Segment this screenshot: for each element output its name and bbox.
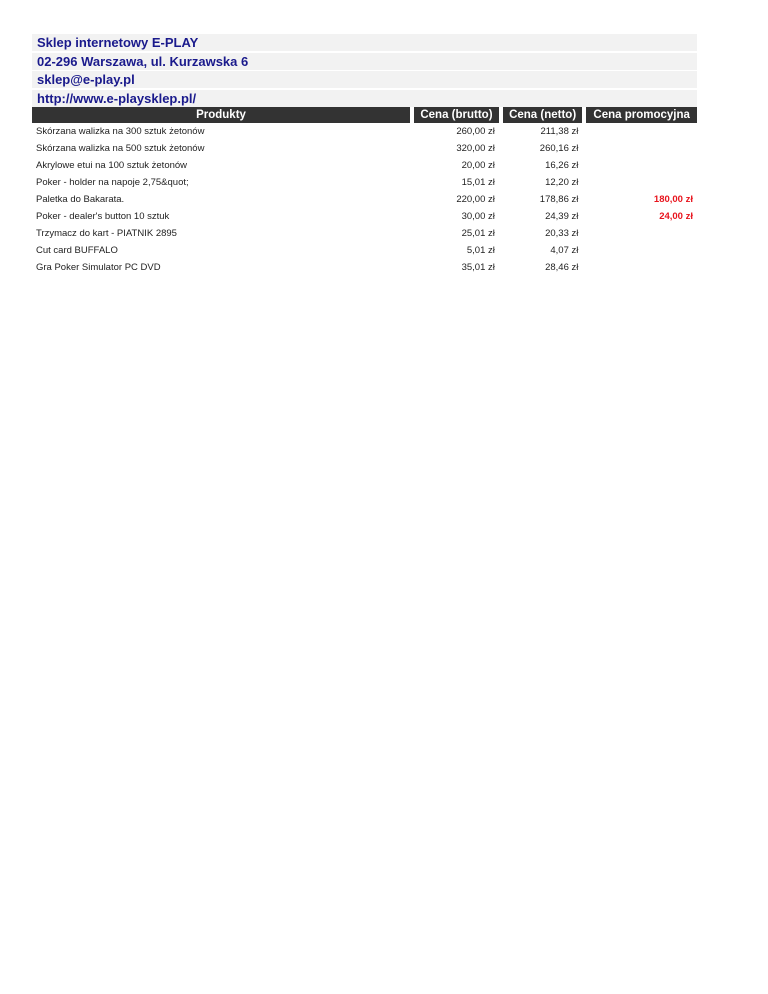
- promo-price: [586, 157, 697, 174]
- table-row: [32, 140, 697, 157]
- table-row: [32, 259, 697, 276]
- table-row: [32, 242, 697, 259]
- gross-price: 15,01 zł: [461, 177, 495, 188]
- gross-price: 25,01 zł: [461, 228, 495, 239]
- header-net-price: Cena (netto): [503, 107, 582, 123]
- gross-price: 260,00 zł: [456, 126, 495, 137]
- gross-price: 320,00 zł: [456, 143, 495, 154]
- promo-price: [586, 174, 697, 191]
- gross-price: 20,00 zł: [461, 160, 495, 171]
- shop-url[interactable]: http://www.e-playsklep.pl/: [32, 90, 697, 107]
- table-row: [32, 208, 697, 225]
- gross-price: 30,00 zł: [461, 211, 495, 222]
- net-price: 24,39 zł: [545, 211, 579, 222]
- table-row: [32, 123, 697, 140]
- promo-price: [586, 259, 697, 276]
- promo-price: [586, 225, 697, 242]
- table-header-row: [32, 107, 697, 123]
- promo-price: [586, 140, 697, 157]
- net-price: 211,38 zł: [540, 126, 579, 137]
- price-list-table: [32, 107, 697, 276]
- gross-price: 5,01 zł: [466, 245, 495, 256]
- shop-header: [32, 34, 697, 108]
- gross-price: 220,00 zł: [456, 194, 495, 205]
- product-name: Paletka do Bakarata.: [36, 194, 125, 205]
- product-name: Skórzana walizka na 500 sztuk żetonów: [36, 143, 205, 154]
- product-name: Poker - holder na napoje 2,75&quot;: [36, 177, 189, 188]
- promo-price: 24,00 zł: [659, 211, 693, 222]
- header-products: Produkty: [32, 107, 410, 123]
- product-name: Cut card BUFFALO: [36, 245, 118, 256]
- gross-price: 35,01 zł: [461, 262, 495, 273]
- product-name: Poker - dealer's button 10 sztuk: [36, 211, 170, 222]
- net-price: 16,26 zł: [545, 160, 579, 171]
- net-price: 178,86 zł: [539, 194, 579, 205]
- promo-price: [586, 242, 697, 259]
- shop-address: 02-296 Warszawa, ul. Kurzawska 6: [32, 53, 697, 70]
- product-name: Skórzana walizka na 300 sztuk żetonów: [36, 126, 205, 137]
- product-name: Gra Poker Simulator PC DVD: [36, 262, 161, 273]
- table-row: [32, 191, 697, 208]
- product-name: Trzymacz do kart - PIATNIK 2895: [36, 228, 177, 239]
- net-price: 12,20 zł: [545, 177, 579, 188]
- promo-price: [586, 123, 697, 140]
- table-body: [32, 123, 697, 276]
- net-price: 4,07 zł: [550, 245, 579, 256]
- product-name: Akrylowe etui na 100 sztuk żetonów: [36, 160, 188, 171]
- net-price: 20,33 zł: [545, 228, 579, 239]
- table-row: [32, 225, 697, 242]
- header-promo-price: Cena promocyjna: [586, 107, 697, 123]
- promo-price: 180,00 zł: [653, 194, 693, 205]
- net-price: 260,16 zł: [539, 143, 579, 154]
- table-row: [32, 174, 697, 191]
- header-gross-price: Cena (brutto): [414, 107, 499, 123]
- shop-name: Sklep internetowy E-PLAY: [32, 34, 697, 51]
- net-price: 28,46 zł: [545, 262, 579, 273]
- shop-email[interactable]: sklep@e-play.pl: [32, 71, 697, 88]
- table-row: [32, 157, 697, 174]
